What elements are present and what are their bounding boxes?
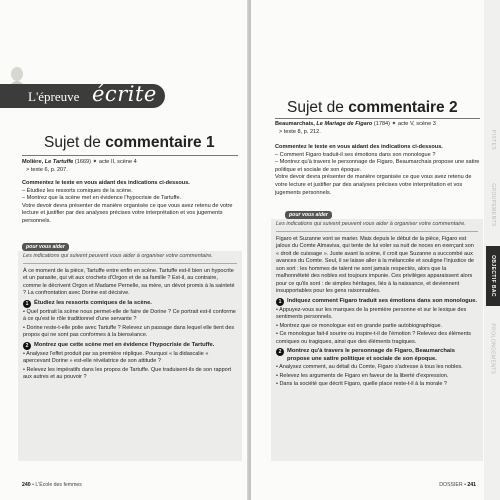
subject-prefix: Sujet de xyxy=(287,99,349,116)
source-reference: > texte 8, p. 212. xyxy=(279,129,321,135)
tab-groupements[interactable] xyxy=(486,170,500,240)
help-badge: pour vous aider xyxy=(285,211,332,219)
instructions-heading: Commentez le texte en vous aidant des indications ci-dessous. xyxy=(275,144,443,150)
page-number: 241 xyxy=(467,482,476,488)
instruction-2: – Montrez qu'à travers le personnage de Figaro, Beaumarchais propose une satire politique et sociale de son époque. xyxy=(275,159,480,173)
source-rest: (1784) ✦ acte V, scène 3 xyxy=(372,121,436,127)
question-text: Étudiez les ressorts comiques de la scène. xyxy=(34,299,152,306)
instruction-1: – Comment Figaro traduit-il ses émotions dans son monologue ? xyxy=(275,151,436,158)
instruction-3: Votre devoir devra présenter de manière organisée ce que vous avez retenu de votre lecture et justifier par des analyses précises votre interprétation et vos jugements personnels. xyxy=(22,202,233,224)
instruction-2: – Montrez que la scène met en évidence l'hypocrisie de Tartuffe. xyxy=(22,195,182,202)
help-divider xyxy=(23,263,237,264)
bullet: • Analysez comment, au détail du Comte, Figaro s'adresse à tous les nobles. xyxy=(276,364,463,371)
right-page xyxy=(251,0,500,500)
instruction-1: – Étudiez les ressorts comiques de la scène. xyxy=(22,187,133,194)
source-author: Molière, xyxy=(22,159,45,165)
question-number: 2 xyxy=(23,342,31,350)
bullet: • Quel portrait la scène nous permet-elle de faire de Dorine ? Ce portrait est-il conforme à ce qu'est le rôle traditionnel d'une servante ? xyxy=(23,308,236,322)
instruction-3: Votre devoir devra présenter de manière organisée ce que vous avez retenu de votre lecture et justifier par des analyses précises votre interprétation et vos jugements personnels. xyxy=(275,174,472,196)
question-1 xyxy=(23,300,237,308)
question-number: 1 xyxy=(276,298,284,306)
help-header xyxy=(22,243,69,251)
question-text: Indiquez comment Figaro traduit ses émotions dans son monologue. xyxy=(287,297,478,304)
help-box xyxy=(271,219,483,461)
question-2 xyxy=(23,342,237,350)
help-divider xyxy=(276,231,478,232)
bullet: • Ce monologue fait-il sourire ou inspire-t-il de l'émotion ? Relevez des éléments comiques ou tragiques, ainsi que des éléments tragiques. xyxy=(276,331,471,345)
instructions xyxy=(275,144,480,197)
help-label: Les indications qui suivent peuvent vous aider à organiser votre commentaire. xyxy=(23,253,213,259)
bullet: • Appuyez-vous sur les marques de la première personne et sur le lexique des sentiments personnels. xyxy=(276,306,467,320)
tab-label: PISTES xyxy=(490,129,496,151)
subject-prefix: Sujet de xyxy=(44,134,106,151)
subject-bold: commentaire 2 xyxy=(348,99,458,116)
divider xyxy=(275,118,480,119)
question-number: 1 xyxy=(23,300,31,308)
bullet: • Dorine reste-t-elle polie avec Tartuffe ? Relevez un passage dans lequel elle tient des propos qui ne sont pas conformes à la bienséance. xyxy=(23,324,235,338)
epreuve-banner xyxy=(0,84,165,108)
tab-objectif-bac[interactable] xyxy=(486,246,500,306)
source-rest: (1669) ✦ acte II, scène 4 xyxy=(73,159,137,165)
question-text: Montrez que cette scène met en évidence l'hypocrisie de Tartuffe. xyxy=(34,341,215,348)
page-footer xyxy=(439,482,476,488)
source-work: Le Mariage de Figaro xyxy=(316,121,373,127)
banner-subtitle: écrite xyxy=(92,82,157,106)
divider xyxy=(22,155,238,156)
question-1 xyxy=(276,298,478,306)
tab-label: GROUPEMENTS xyxy=(490,183,497,227)
help-intro: À ce moment de la pièce, Tartuffe entre enfin en scène. Tartuffe est-il bien un hypocrite et un parasite, qui vit aux crochets d'Orgon et de sa famille ? Est-il, au contraire, comme le décrivent Orgon et Madame Pernelle, sa mère, un dévot promis à la sainteté ? La confrontation avec Dorine est décisive. xyxy=(23,267,235,296)
instructions-heading: Commentez le texte en vous aidant des indications ci-dessous. xyxy=(22,180,190,186)
footer-label: DOSSIER • xyxy=(439,482,468,488)
bullet: • Relevez les impératifs dans les propos de Tartuffe. Que traduisent-ils de son rapport aux autres et au pouvoir ? xyxy=(23,366,232,380)
question-number: 2 xyxy=(276,348,284,356)
page-number: 240 xyxy=(22,482,31,488)
help-box xyxy=(18,251,242,461)
bullet: • Dans la société que décrit Figaro, quelle place reste-t-il à la morale ? xyxy=(276,381,447,388)
help-header xyxy=(285,211,332,219)
help-label: Les indications qui suivent peuvent vous aider à organiser votre commentaire. xyxy=(276,221,466,227)
source-work: Le Tartuffe xyxy=(44,159,74,165)
help-intro: Figaro et Suzanne vont se marier. Mais depuis le début de la pièce, Figaro est jaloux du Comte Almaviva, qui tente de lui voler sa nuit de noces en exerçant son « droit de cuissage ». Juste avant la scène, il croit que Suzanne a succombé aux avances du Comte. Seul, il se laisse aller à la mélancolie et souligne l'injustice de son sort : les hommes de talent ne sont jamais respectés, alors que la malhonnêteté des nobles est toujours impunie. Ces privilèges apparaissent alors pour ce qu'ils sont : de simples héritages, liés à la naissance, et deviennent insupportables pour les gens raisonnables. xyxy=(276,235,474,294)
bullet: • Analysez l'effet produit par sa première réplique. Pourquoi « la didascalie « apercevant Dorine » est-elle révélatrice de son attitude ? xyxy=(23,350,209,364)
page-footer xyxy=(22,482,82,488)
banner-title: L'épreuve xyxy=(28,89,80,104)
left-page xyxy=(0,0,249,500)
instructions xyxy=(22,180,240,226)
subject-bold: commentaire 1 xyxy=(105,134,215,151)
tab-label: OBJECTIF BAC xyxy=(490,255,496,297)
footer-label: • L'École des femmes xyxy=(30,482,82,488)
source-line xyxy=(275,121,436,128)
subject-title xyxy=(44,134,215,152)
tab-prolongements[interactable] xyxy=(486,312,500,386)
question-text: Montrez qu'à travers le personnage de Figaro, Beaumarchais propose une satire politique et sociale de son époque. xyxy=(287,348,455,362)
bullet: • Montrez que ce monologue est en grande partie autobiographique. xyxy=(276,322,443,329)
tab-pistes[interactable] xyxy=(486,118,500,162)
help-badge: pour vous aider xyxy=(22,243,69,251)
source-reference: > texte 6, p. 207. xyxy=(26,167,68,173)
source-line xyxy=(22,159,137,166)
subject-title xyxy=(287,99,458,117)
tab-label: PROLONGEMENTS xyxy=(490,323,497,375)
bullet: • Relevez les arguments de Figaro en faveur de la liberté d'expression. xyxy=(276,372,449,379)
source-author: Beaumarchais, xyxy=(275,121,317,127)
question-2 xyxy=(276,348,478,363)
